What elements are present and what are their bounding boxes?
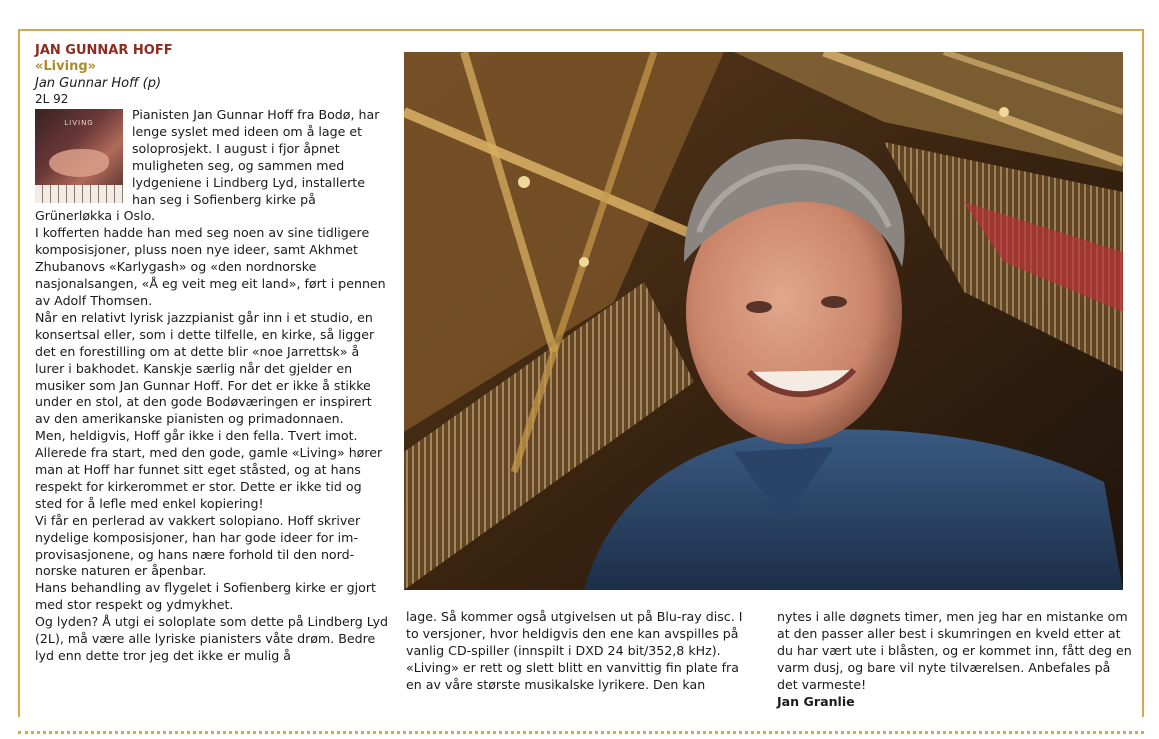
musician-photo [404, 52, 1123, 590]
review-column-2 [406, 608, 756, 693]
cover-piano-keys [35, 185, 123, 203]
cover-title: LIVING [64, 119, 94, 127]
review-author: Jan Granlie [777, 694, 855, 709]
album-cover-image [35, 109, 123, 203]
col2-paragraph-1: lage. Så kommer også utgivelsen ut på Blu-ray disc. I to versjoner, hvor heldigvis den ene kan avspilles på vanlig CD-spiller (innspilt i DXD 24 bit/352,8 kHz). [406, 609, 743, 658]
intro-paragraph: Pianisten Jan Gunnar Hoff fra Bodø, har lenge syslet med ideen om å lage et soloprosjekt. I august i fjor åpnet muligheten seg, og sammen med lydgeniene i Lindberg Lyd, installerte han seg i Sofienberg kirke på Grünerløkka i Oslo. [35, 107, 380, 224]
col3-paragraph: nytes i alle døgnets timer, men jeg har en mistanke om at den passer aller best i skumringen en kveld etter at du har vært ute i blåsten, og er kommet inn, fått deg en varm dusj, og bare vil nyte tilværelsen. Anbefales på det varmeste! [777, 609, 1132, 692]
performer-credit: Jan Gunnar Hoff (p) [35, 76, 162, 91]
paragraph-3: Men, heldigvis, Hoff går ikke i den fella. Tvert imot. Allerede fra start, med den gode, gamle «Living» hører man at Hoff har funnet sitt eget ståsted, og at hans respekt for kirkerommet er stor. Dette er ikke tid og sted for å lefle med enkel kopiering! [35, 428, 383, 511]
paragraph-4: Vi får en perlerad av vakkert solopiano. Hoff skriver nydelige komposisjoner, han har gode ideer for improvisasjonene, og hans nære forhold til den nordnorske naturen er åpenbar. [35, 512, 361, 579]
cover-hand-shape [49, 149, 109, 177]
paragraph-2: Når en relativt lyrisk jazzpianist går inn i et studio, en konsertsal eller, som i dette tilfelle, en kirke, så ligger det en forestilling om at dette blir «noe Jarrettsk» å lurer i bakhodet. Kanskje særlig når det gjelder en musiker som Jan Gunnar Hoff. For det er ikke å stikke under en stol, at den gode Bodøværingen er inspirert av den amerikanske pianisten og primadonnaen. [35, 309, 375, 427]
paragraph-5: Hans behandling av flygelet i Sofienberg kirke er gjort med stor respekt og ydmykhet. [35, 580, 376, 613]
paragraph-6: Og lyden? Å utgi ei soloplate som dette på Lindberg Lyd (2L), må være alle lyriske pianisters våte drøm. Bedre lyd enn dette tror jeg det ikke er mulig å [35, 614, 389, 663]
review-column-1 [35, 43, 390, 665]
record-label: 2L 92 [35, 92, 69, 106]
artist-name: JAN GUNNAR HOFF [35, 43, 173, 58]
col2-paragraph-2: «Living» er rett og slett blitt en vanvittig fin plate fra en av våre største musikalske lyrikere. Den kan [406, 660, 739, 692]
paragraph-1: I kofferten hadde han med seg noen av sine tidligere komposisjoner, pluss noen nye ideer, samt Akhmet Zhubanovs «Karlygash» og «den nordnorske nasjonalsangen, «Å eg veit meg eit land», ført i pennen av Adolf Thomsen. [35, 225, 386, 308]
photo-illustration [404, 52, 1123, 590]
album-title: «Living» [35, 59, 97, 74]
review-column-3 [777, 608, 1132, 710]
dotted-divider [18, 731, 1144, 734]
